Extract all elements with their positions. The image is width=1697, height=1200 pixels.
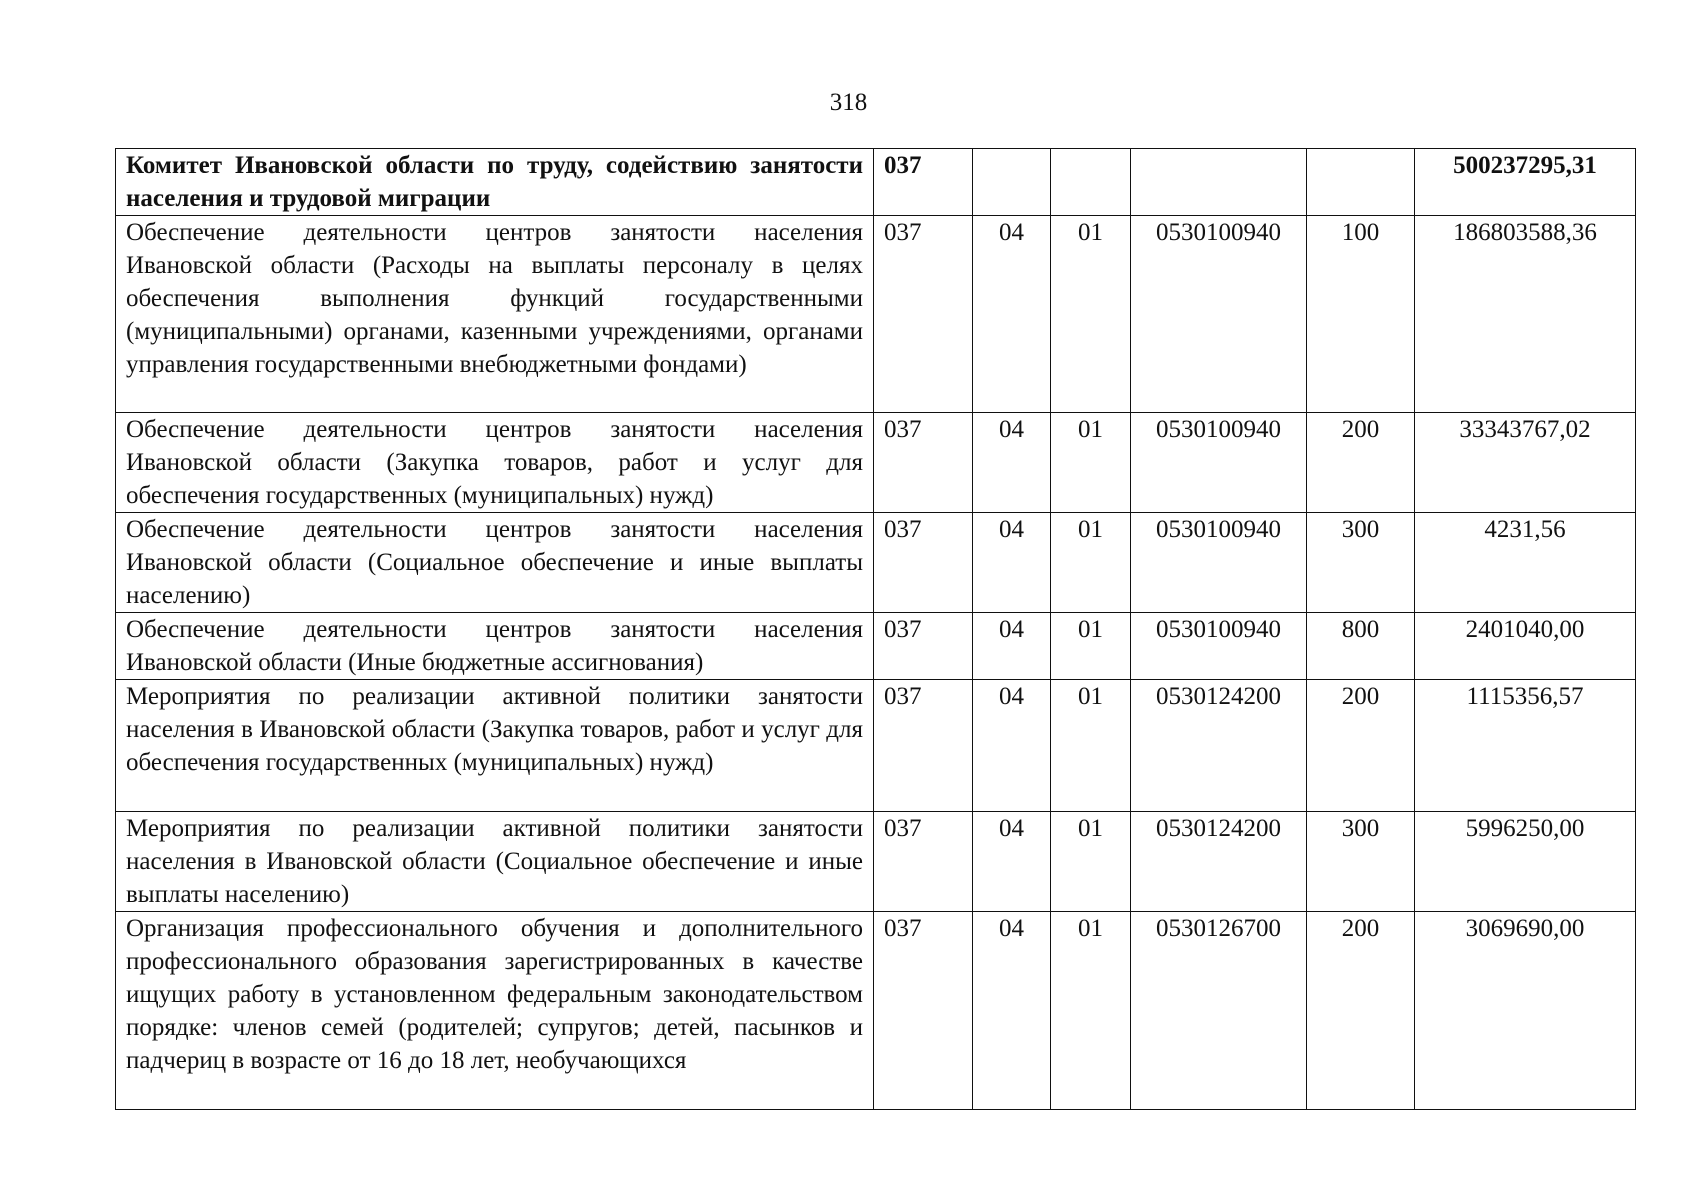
row-section-code: 04 — [973, 613, 1051, 680]
row-amount: 4231,56 — [1415, 513, 1636, 613]
table-row — [116, 812, 1636, 912]
table-row — [116, 680, 1636, 812]
row-amount: 2401040,00 — [1415, 613, 1636, 680]
row-target-article: 0530126700 — [1131, 912, 1307, 1110]
row-subsection-code: 01 — [1051, 513, 1131, 613]
row-ministry-code: 037 — [874, 912, 973, 1110]
row-amount: 33343767,02 — [1415, 413, 1636, 513]
table-row-header-committee — [116, 149, 1636, 216]
table-row — [116, 912, 1636, 1110]
row-amount: 3069690,00 — [1415, 912, 1636, 1110]
row-ministry-code: 037 — [874, 216, 973, 413]
row-description: Организация профессионального обучения и дополнительного профессионального образования зарегистрированных в качестве ищущих работу в установленном федеральным законодательством порядке: членов семей (родителей; супругов; детей, пасынков и падчериц в возрасте от 16 до 18 лет, необучающихся — [116, 912, 874, 1110]
row-subsection-code — [1051, 149, 1131, 216]
row-description: Мероприятия по реализации активной политики занятости населения в Ивановской области (Социальное обеспечение и иные выплаты населению) — [116, 812, 874, 912]
row-description: Обеспечение деятельности центров занятости населения Ивановской области (Расходы на выплаты персоналу в целях обеспечения выполнения функций государственными (муниципальными) органами, казенными учреждениями, органами управления государственными внебюджетными фондами) — [116, 216, 874, 413]
table-row — [116, 216, 1636, 413]
row-subsection-code: 01 — [1051, 413, 1131, 513]
row-ministry-code: 037 — [874, 812, 973, 912]
row-target-article: 0530100940 — [1131, 513, 1307, 613]
row-expense-type: 100 — [1307, 216, 1415, 413]
row-amount: 1115356,57 — [1415, 680, 1636, 812]
row-target-article — [1131, 149, 1307, 216]
row-target-article: 0530100940 — [1131, 413, 1307, 513]
row-ministry-code: 037 — [874, 413, 973, 513]
row-ministry-code: 037 — [874, 513, 973, 613]
row-section-code: 04 — [973, 216, 1051, 413]
row-section-code — [973, 149, 1051, 216]
table-row — [116, 413, 1636, 513]
row-description: Обеспечение деятельности центров занятости населения Ивановской области (Иные бюджетные ассигнования) — [116, 613, 874, 680]
row-expense-type: 200 — [1307, 912, 1415, 1110]
row-description: Комитет Ивановской области по труду, содействию занятости населения и трудовой миграции — [116, 149, 874, 216]
row-section-code: 04 — [973, 912, 1051, 1110]
row-amount: 186803588,36 — [1415, 216, 1636, 413]
row-target-article: 0530124200 — [1131, 680, 1307, 812]
row-section-code: 04 — [973, 413, 1051, 513]
budget-table — [115, 148, 1636, 1110]
row-description: Обеспечение деятельности центров занятости населения Ивановской области (Социальное обеспечение и иные выплаты населению) — [116, 513, 874, 613]
row-subsection-code: 01 — [1051, 216, 1131, 413]
row-section-code: 04 — [973, 513, 1051, 613]
page-number: 318 — [829, 89, 868, 116]
row-expense-type: 200 — [1307, 680, 1415, 812]
table-row — [116, 513, 1636, 613]
row-section-code: 04 — [973, 680, 1051, 812]
row-amount: 5996250,00 — [1415, 812, 1636, 912]
row-expense-type: 200 — [1307, 413, 1415, 513]
row-target-article: 0530100940 — [1131, 216, 1307, 413]
row-section-code: 04 — [973, 812, 1051, 912]
row-ministry-code: 037 — [874, 680, 973, 812]
row-description: Обеспечение деятельности центров занятости населения Ивановской области (Закупка товаров, работ и услуг для обеспечения государственных (муниципальных) нужд) — [116, 413, 874, 513]
row-subsection-code: 01 — [1051, 912, 1131, 1110]
row-description: Мероприятия по реализации активной политики занятости населения в Ивановской области (Закупка товаров, работ и услуг для обеспечения государственных (муниципальных) нужд) — [116, 680, 874, 812]
row-expense-type: 800 — [1307, 613, 1415, 680]
row-subsection-code: 01 — [1051, 812, 1131, 912]
row-ministry-code: 037 — [874, 149, 973, 216]
row-target-article: 0530124200 — [1131, 812, 1307, 912]
row-expense-type — [1307, 149, 1415, 216]
row-subsection-code: 01 — [1051, 613, 1131, 680]
row-subsection-code: 01 — [1051, 680, 1131, 812]
row-expense-type: 300 — [1307, 812, 1415, 912]
row-ministry-code: 037 — [874, 613, 973, 680]
row-amount: 500237295,31 — [1415, 149, 1636, 216]
row-expense-type: 300 — [1307, 513, 1415, 613]
table-row — [116, 613, 1636, 680]
row-target-article: 0530100940 — [1131, 613, 1307, 680]
